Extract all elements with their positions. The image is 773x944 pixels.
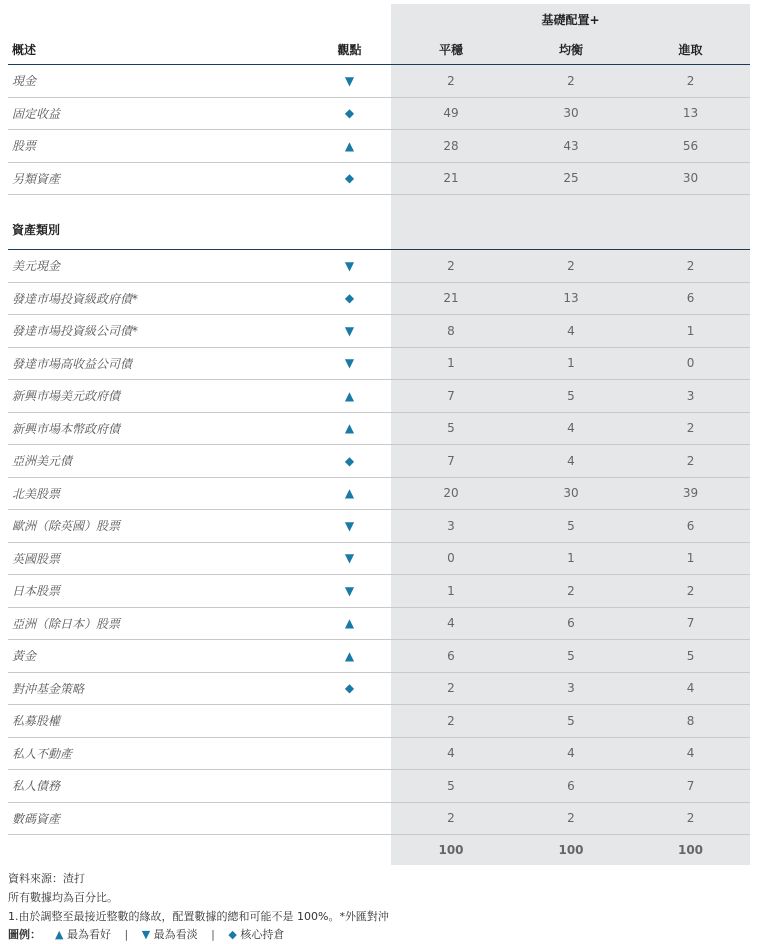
value-conservative: 21 [391,162,511,195]
value-balanced: 2 [511,65,631,98]
value-balanced: 1 [511,542,631,575]
value-conservative: 2 [391,250,511,283]
diamond-icon: ◆ [308,445,391,478]
overview-row [8,162,750,195]
asset-class-row [8,737,750,770]
asset-class-row [8,542,750,575]
value-balanced: 30 [511,477,631,510]
value-balanced: 5 [511,380,631,413]
triangle-down-icon: ▼ [308,347,391,380]
value-aggressive: 39 [631,477,750,510]
legend-separator: | [124,928,129,941]
row-label: 固定收益 [8,97,308,130]
triangle-down-icon: ▼ [141,928,151,941]
value-conservative: 2 [391,672,511,705]
asset-class-row [8,347,750,380]
value-conservative: 3 [391,510,511,543]
section-shade [631,195,750,250]
row-label: 北美股票 [8,477,308,510]
total-balanced: 100 [511,835,631,866]
asset-class-row [8,640,750,673]
asset-class-row [8,477,750,510]
value-conservative: 4 [391,737,511,770]
row-label: 另類資產 [8,162,308,195]
asset-class-row [8,575,750,608]
value-aggressive: 4 [631,672,750,705]
allocation-panel [8,4,750,944]
value-balanced: 5 [511,705,631,738]
view-icon [308,770,391,803]
diamond-icon: ◆ [308,162,391,195]
asset-class-row [8,672,750,705]
diamond-icon: ◆ [308,672,391,705]
value-balanced: 5 [511,510,631,543]
row-label: 現金 [8,65,308,98]
value-aggressive: 1 [631,542,750,575]
legend-separator: | [211,928,215,941]
value-balanced: 13 [511,282,631,315]
allocation-table [8,4,750,865]
row-label: 發達市場高收益公司債 [8,347,308,380]
col-view-header: 觀點 [308,34,391,65]
row-label: 新興市場本幣政府債 [8,412,308,445]
value-balanced: 6 [511,770,631,803]
overview-row [8,65,750,98]
row-label: 美元現金 [8,250,308,283]
section-spacer [308,195,391,250]
col-conservative-header: 平穩 [391,34,511,65]
value-balanced: 4 [511,412,631,445]
total-spacer [8,835,308,866]
legend [8,926,750,944]
legend-core: 核心持倉 [240,928,285,941]
value-conservative: 4 [391,607,511,640]
baseline-title: 基礎配置+ [391,4,750,34]
value-aggressive: 4 [631,737,750,770]
triangle-down-icon: ▼ [308,315,391,348]
value-aggressive: 5 [631,640,750,673]
section-shade [391,195,511,250]
baseline-title-row [8,4,750,34]
total-spacer [308,835,391,866]
row-label: 日本股票 [8,575,308,608]
rounding-note: 1.由於調整至最接近整數的緣故，配置數據的總和可能不是 100%。*外匯對沖 [8,910,389,923]
value-aggressive: 2 [631,250,750,283]
section-title: 資產類別 [8,195,308,250]
value-conservative: 6 [391,640,511,673]
total-aggressive: 100 [631,835,750,866]
header-row [8,34,750,65]
percent-note: 所有數據均為百分比。 [8,891,118,904]
value-conservative: 28 [391,130,511,163]
value-balanced: 2 [511,802,631,835]
value-aggressive: 30 [631,162,750,195]
value-balanced: 2 [511,575,631,608]
overview-row [8,97,750,130]
asset-class-row [8,445,750,478]
value-balanced: 6 [511,607,631,640]
triangle-down-icon: ▼ [308,542,391,575]
legend-most-bearish: 最為看淡 [153,928,198,941]
row-label: 發達市場投資級公司債* [8,315,308,348]
row-label: 亞洲（除日本）股票 [8,607,308,640]
row-label: 股票 [8,130,308,163]
value-balanced: 4 [511,315,631,348]
value-conservative: 49 [391,97,511,130]
value-balanced: 3 [511,672,631,705]
value-aggressive: 2 [631,802,750,835]
row-label: 新興市場美元政府債 [8,380,308,413]
view-icon [308,802,391,835]
row-label: 私人債務 [8,770,308,803]
diamond-icon: ◆ [308,282,391,315]
asset-class-row [8,315,750,348]
asset-class-row [8,510,750,543]
value-conservative: 1 [391,347,511,380]
triangle-down-icon: ▼ [308,65,391,98]
col-name-header: 概述 [8,34,308,65]
value-conservative: 2 [391,705,511,738]
diamond-icon: ◆ [228,928,237,941]
asset-class-row [8,770,750,803]
value-conservative: 21 [391,282,511,315]
section-shade [511,195,631,250]
triangle-up-icon: ▲ [308,380,391,413]
value-conservative: 0 [391,542,511,575]
value-aggressive: 7 [631,770,750,803]
value-conservative: 8 [391,315,511,348]
total-conservative: 100 [391,835,511,866]
value-conservative: 7 [391,380,511,413]
value-balanced: 25 [511,162,631,195]
value-balanced: 30 [511,97,631,130]
section-header-row [8,195,750,250]
triangle-up-icon: ▲ [308,130,391,163]
view-icon [308,705,391,738]
triangle-down-icon: ▼ [308,250,391,283]
value-balanced: 4 [511,737,631,770]
asset-class-row [8,380,750,413]
value-conservative: 20 [391,477,511,510]
value-balanced: 1 [511,347,631,380]
value-aggressive: 3 [631,380,750,413]
asset-class-row [8,705,750,738]
value-aggressive: 1 [631,315,750,348]
view-icon [308,737,391,770]
row-label: 私人不動產 [8,737,308,770]
overview-row [8,130,750,163]
triangle-up-icon: ▲ [308,412,391,445]
row-label: 數碼資產 [8,802,308,835]
value-balanced: 4 [511,445,631,478]
row-label: 英國股票 [8,542,308,575]
col-aggressive-header: 進取 [631,34,750,65]
value-aggressive: 2 [631,412,750,445]
value-balanced: 5 [511,640,631,673]
footnotes [8,869,750,926]
value-aggressive: 2 [631,445,750,478]
value-conservative: 5 [391,770,511,803]
legend-most-bullish: 最為看好 [66,928,111,941]
row-label: 歐洲（除英國）股票 [8,510,308,543]
triangle-up-icon: ▲ [308,607,391,640]
source-note: 資料來源：渣打 [8,872,85,885]
value-aggressive: 13 [631,97,750,130]
total-row [8,835,750,866]
triangle-down-icon: ▼ [308,510,391,543]
value-aggressive: 8 [631,705,750,738]
row-label: 黃金 [8,640,308,673]
value-aggressive: 7 [631,607,750,640]
value-conservative: 7 [391,445,511,478]
asset-class-row [8,412,750,445]
value-aggressive: 6 [631,282,750,315]
row-label: 私募股權 [8,705,308,738]
value-balanced: 2 [511,250,631,283]
triangle-down-icon: ▼ [308,575,391,608]
value-balanced: 43 [511,130,631,163]
value-conservative: 2 [391,65,511,98]
row-label: 發達市場投資級政府債* [8,282,308,315]
asset-class-row [8,607,750,640]
value-conservative: 2 [391,802,511,835]
value-conservative: 1 [391,575,511,608]
triangle-up-icon: ▲ [55,928,64,941]
value-aggressive: 6 [631,510,750,543]
col-balanced-header: 均衡 [511,34,631,65]
diamond-icon: ◆ [308,97,391,130]
asset-class-row [8,802,750,835]
triangle-up-icon: ▲ [308,640,391,673]
asset-class-row [8,250,750,283]
asset-class-row [8,282,750,315]
value-conservative: 5 [391,412,511,445]
value-aggressive: 0 [631,347,750,380]
row-label: 亞洲美元債 [8,445,308,478]
value-aggressive: 2 [631,575,750,608]
row-label: 對沖基金策略 [8,672,308,705]
legend-label: 圖例： [8,928,41,941]
triangle-up-icon: ▲ [308,477,391,510]
value-aggressive: 56 [631,130,750,163]
value-aggressive: 2 [631,65,750,98]
